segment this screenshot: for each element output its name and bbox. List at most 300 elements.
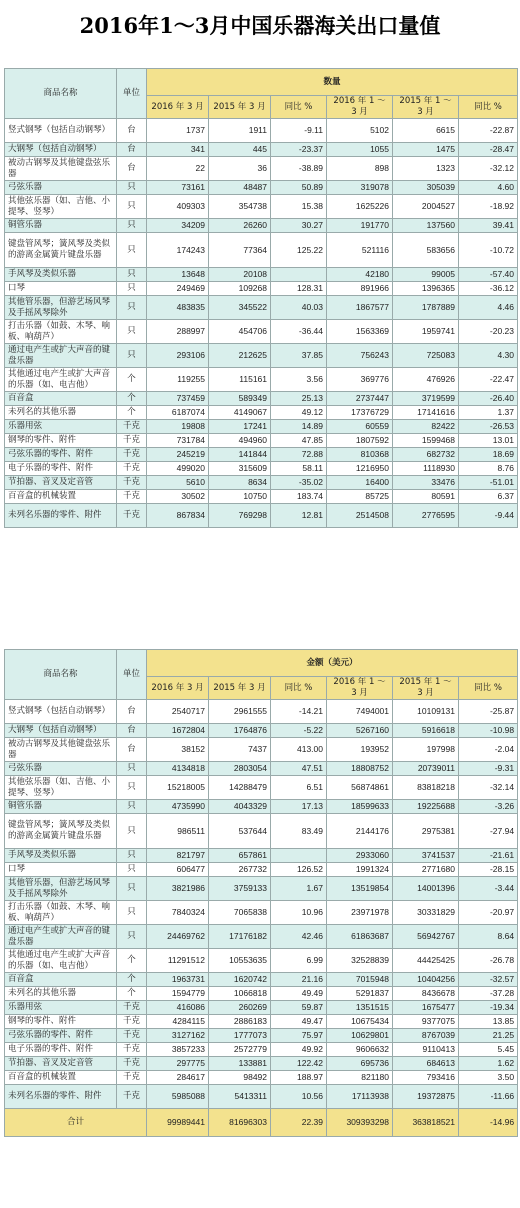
value-cell: 137560 [393,219,459,233]
table-row [5,1001,518,1015]
unit-cell: 只 [117,849,147,863]
table-row [5,700,518,724]
value-cell: -57.40 [459,268,518,282]
column-header-name: 商品名称 [5,650,117,700]
value-cell: 583656 [393,233,459,268]
value-cell: 5916618 [393,724,459,738]
product-name-cell: 铜管乐器 [5,219,117,233]
value-cell: -20.23 [459,320,518,344]
table-row [5,877,518,901]
value-cell: -5.22 [271,724,327,738]
value-cell: 21.16 [271,973,327,987]
value-cell: 8.76 [459,462,518,476]
unit-cell: 只 [117,901,147,925]
value-cell: 305039 [393,181,459,195]
value-cell: 1911 [209,119,271,143]
value-cell: 2803054 [209,762,271,776]
table-row [5,738,518,762]
value-cell: 30502 [147,490,209,504]
value-cell: 98492 [209,1071,271,1085]
value-cell [271,268,327,282]
column-header-period: 2015 年 1 ～ 3 月 [393,96,459,119]
unit-cell: 台 [117,119,147,143]
value-cell: 5291837 [327,987,393,1001]
table-row [5,282,518,296]
value-cell: 4134818 [147,762,209,776]
value-cell: 288997 [147,320,209,344]
table-row [5,320,518,344]
unit-cell: 只 [117,762,147,776]
value-cell: -18.92 [459,195,518,219]
product-name-cell: 口琴 [5,863,117,877]
value-cell: 25.13 [271,392,327,406]
value-cell: 17176182 [209,925,271,949]
value-cell: 1594779 [147,987,209,1001]
product-name-cell: 未列名乐器的零件、附件 [5,1085,117,1109]
page-title: 2016年1～3月中国乐器海关出口量值 [79,13,441,38]
value-cell: 83.49 [271,814,327,849]
product-name-cell: 弓弦乐器的零件、附件 [5,1029,117,1043]
unit-cell: 只 [117,219,147,233]
product-name-cell: 其他通过电产生或扩大声音的乐器（如、电吉他） [5,368,117,392]
product-name-cell: 大钢琴（包括自动钢琴） [5,143,117,157]
value-cell: 39.41 [459,219,518,233]
table-row [5,1071,518,1085]
table-row [5,233,518,268]
value-cell: -35.02 [271,476,327,490]
unit-cell: 只 [117,925,147,949]
value-cell: 5.45 [459,1043,518,1057]
table-row [5,1057,518,1071]
value-cell: 315609 [209,462,271,476]
value-cell: 47.85 [271,434,327,448]
value-cell: 7840324 [147,901,209,925]
table-row [5,949,518,973]
value-cell: 986511 [147,814,209,849]
value-cell: -10.72 [459,233,518,268]
value-cell: 1.67 [271,877,327,901]
value-cell: 1737 [147,119,209,143]
value-cell: 9606632 [327,1043,393,1057]
value-cell: 2144176 [327,814,393,849]
table-row [5,157,518,181]
value-cell: 413.00 [271,738,327,762]
value-cell: 37.85 [271,344,327,368]
value-cell: 18599633 [327,800,393,814]
column-header-period: 同比 % [271,96,327,119]
table-row [5,143,518,157]
value-cell: 80591 [393,490,459,504]
value-cell: 4149067 [209,406,271,420]
unit-cell: 台 [117,738,147,762]
value-cell: 48487 [209,181,271,195]
table-row [5,490,518,504]
value-cell: 10675434 [327,1015,393,1029]
unit-cell: 个 [117,392,147,406]
table-row [5,268,518,282]
product-name-cell: 弓弦乐器 [5,181,117,195]
column-header-unit: 单位 [117,650,147,700]
value-cell: 10553635 [209,949,271,973]
value-cell: 24469762 [147,925,209,949]
table-row [5,504,518,528]
table-row [5,420,518,434]
unit-cell: 千克 [117,1029,147,1043]
value-cell: 284617 [147,1071,209,1085]
value-cell: -14.21 [271,700,327,724]
total-value-cell: -14.96 [459,1109,518,1137]
value-cell: 183.74 [271,490,327,504]
value-cell: 26260 [209,219,271,233]
unit-cell: 只 [117,195,147,219]
value-cell: -25.87 [459,700,518,724]
unit-cell: 只 [117,863,147,877]
unit-cell: 千克 [117,420,147,434]
value-cell: -3.44 [459,877,518,901]
group-header: 数量 [147,69,518,96]
value-cell: 16400 [327,476,393,490]
value-cell: -21.61 [459,849,518,863]
table-row [5,462,518,476]
value-cell: 483835 [147,296,209,320]
table-row [5,368,518,392]
value-cell: 6187074 [147,406,209,420]
value-cell: 85725 [327,490,393,504]
table-row [5,724,518,738]
table-row [5,296,518,320]
value-cell: -9.44 [459,504,518,528]
value-cell: 115161 [209,368,271,392]
value-cell: 769298 [209,504,271,528]
value-cell: 898 [327,157,393,181]
value-cell: -32.14 [459,776,518,800]
product-name-cell: 铜管乐器 [5,800,117,814]
total-value-cell: 81696303 [209,1109,271,1137]
product-name-cell: 口琴 [5,282,117,296]
unit-cell: 只 [117,181,147,195]
value-cell: -51.01 [459,476,518,490]
value-cell: 7437 [209,738,271,762]
value-cell: 50.89 [271,181,327,195]
table-row [5,119,518,143]
value-cell: 119255 [147,368,209,392]
value-cell: 416086 [147,1001,209,1015]
value-cell: 3.56 [271,368,327,392]
product-name-cell: 大钢琴（包括自动钢琴） [5,724,117,738]
value-cell: 44425425 [393,949,459,973]
unit-cell: 只 [117,877,147,901]
value-cell: 409303 [147,195,209,219]
unit-cell: 台 [117,143,147,157]
unit-cell: 千克 [117,1015,147,1029]
unit-cell: 千克 [117,476,147,490]
value-cell: 1675477 [393,1001,459,1015]
product-name-cell: 节拍器、音叉及定音管 [5,1057,117,1071]
value-cell: -37.28 [459,987,518,1001]
value-cell: -38.89 [271,157,327,181]
value-cell: -26.53 [459,420,518,434]
value-cell: 10629801 [327,1029,393,1043]
value-cell: 61863687 [327,925,393,949]
value-cell: 10.96 [271,901,327,925]
product-name-cell: 弓弦乐器 [5,762,117,776]
unit-cell: 千克 [117,462,147,476]
value-cell: 3.50 [459,1071,518,1085]
value-cell: 17241 [209,420,271,434]
total-row [5,1109,518,1137]
value-cell: 1867577 [327,296,393,320]
unit-cell: 只 [117,320,147,344]
product-name-cell: 其他通过电产生或扩大声音的乐器（如、电吉他） [5,949,117,973]
value-cell: 6.37 [459,490,518,504]
value-cell: -22.87 [459,119,518,143]
value-cell: 756243 [327,344,393,368]
value-cell: 125.22 [271,233,327,268]
value-cell: 725083 [393,344,459,368]
value-cell: 2514508 [327,504,393,528]
value-cell: 59.87 [271,1001,327,1015]
value-cell: 341 [147,143,209,157]
value-cell: 8.64 [459,925,518,949]
value-cell: 12.81 [271,504,327,528]
value-cell: 60559 [327,420,393,434]
value-cell: 7494001 [327,700,393,724]
table-row [5,392,518,406]
column-header-unit: 单位 [117,69,147,119]
product-name-cell: 其他弦乐器（如、吉他、小提琴、竖琴） [5,776,117,800]
unit-cell: 只 [117,800,147,814]
value-cell: -11.66 [459,1085,518,1109]
value-cell: 2776595 [393,504,459,528]
column-header-period: 2016 年 1 ～ 3 月 [327,677,393,700]
value-cell: 10109131 [393,700,459,724]
product-name-cell: 通过电产生或扩大声音的键盘乐器 [5,925,117,949]
value-cell: 293106 [147,344,209,368]
value-cell: 18.69 [459,448,518,462]
value-cell: 454706 [209,320,271,344]
value-cell: 191770 [327,219,393,233]
value-cell: 56874861 [327,776,393,800]
value-cell: 1963731 [147,973,209,987]
value-cell: 58.11 [271,462,327,476]
value-cell: 10.56 [271,1085,327,1109]
value-cell: 17113938 [327,1085,393,1109]
value-cell: 3127162 [147,1029,209,1043]
value-cell: 5985088 [147,1085,209,1109]
value-cell: -26.78 [459,949,518,973]
value-cell: 1323 [393,157,459,181]
value-cell: 8634 [209,476,271,490]
value-cell: 2572779 [209,1043,271,1057]
product-name-cell: 百音盒 [5,392,117,406]
value-cell: 13.01 [459,434,518,448]
value-cell: -22.47 [459,368,518,392]
value-cell: -28.15 [459,863,518,877]
value-cell: 15218005 [147,776,209,800]
unit-cell: 个 [117,949,147,973]
value-cell: 49.47 [271,1015,327,1029]
table-row [5,776,518,800]
value-cell: -32.12 [459,157,518,181]
value-cell: 1672804 [147,724,209,738]
unit-cell: 台 [117,700,147,724]
value-cell: 249469 [147,282,209,296]
column-header-period: 同比 % [271,677,327,700]
product-name-cell: 乐器用弦 [5,420,117,434]
value-cell: 2886183 [209,1015,271,1029]
value-cell: 494960 [209,434,271,448]
value-cell: 245219 [147,448,209,462]
product-name-cell: 电子乐器的零件、附件 [5,1043,117,1057]
value-cell: 5267160 [327,724,393,738]
value-cell: 2933060 [327,849,393,863]
value-cell: -23.37 [271,143,327,157]
value-cell: 1351515 [327,1001,393,1015]
value-cell: 82422 [393,420,459,434]
unit-cell: 台 [117,157,147,181]
value-cell: 521116 [327,233,393,268]
value-cell: 1764876 [209,724,271,738]
unit-cell: 只 [117,296,147,320]
product-name-cell: 键盘管风琴；簧风琴及类似的游离金属簧片键盘乐器 [5,233,117,268]
unit-cell: 台 [117,724,147,738]
unit-cell: 个 [117,973,147,987]
value-cell: 122.42 [271,1057,327,1071]
value-cell: 6615 [393,119,459,143]
value-cell: 476926 [393,368,459,392]
value-cell: 297775 [147,1057,209,1071]
total-value-cell: 309393298 [327,1109,393,1137]
table-row [5,814,518,849]
product-name-cell: 钢琴的零件、附件 [5,1015,117,1029]
product-name-cell: 未列名的其他乐器 [5,987,117,1001]
value-cell: -27.94 [459,814,518,849]
value-cell: 34209 [147,219,209,233]
table-row [5,344,518,368]
value-cell: 11291512 [147,949,209,973]
table-row [5,973,518,987]
value-cell: 1777073 [209,1029,271,1043]
value-cell: 14.89 [271,420,327,434]
value-cell: 499020 [147,462,209,476]
value-cell: 1625226 [327,195,393,219]
product-name-cell: 其他管乐器，但游艺场风琴及手摇风琴除外 [5,296,117,320]
product-name-cell: 打击乐器（如鼓、木琴、响板、响葫芦） [5,320,117,344]
table-row [5,925,518,949]
value-cell: 1563369 [327,320,393,344]
value-cell: 2975381 [393,814,459,849]
value-cell: 4043329 [209,800,271,814]
value-cell: 17141616 [393,406,459,420]
product-name-cell: 手风琴及类似乐器 [5,849,117,863]
value-cell: 22 [147,157,209,181]
table-row [5,195,518,219]
value-cell: 23971978 [327,901,393,925]
value-cell: 13519854 [327,877,393,901]
unit-cell: 千克 [117,1057,147,1071]
value-cell: 18808752 [327,762,393,776]
unit-cell: 个 [117,987,147,1001]
value-cell: -9.31 [459,762,518,776]
value-cell: 2004527 [393,195,459,219]
table-row [5,863,518,877]
value-cell: 3857233 [147,1043,209,1057]
product-name-cell: 键盘管风琴；簧风琴及类似的游离金属簧片键盘乐器 [5,814,117,849]
value-cell: 260269 [209,1001,271,1015]
value-cell: 128.31 [271,282,327,296]
unit-cell: 千克 [117,1001,147,1015]
value-cell: -10.98 [459,724,518,738]
value-cell: 193952 [327,738,393,762]
value-cell: 19225688 [393,800,459,814]
value-cell: 30.27 [271,219,327,233]
value-cell: 4284115 [147,1015,209,1029]
value-cell: 10404256 [393,973,459,987]
product-name-cell: 未列名乐器的零件、附件 [5,504,117,528]
value-cell: 319078 [327,181,393,195]
value-cell: -3.26 [459,800,518,814]
value-cell: 73161 [147,181,209,195]
value-cell: 6.99 [271,949,327,973]
value-cell: 40.03 [271,296,327,320]
value-cell: 1055 [327,143,393,157]
unit-cell: 千克 [117,1085,147,1109]
value-cell: 657861 [209,849,271,863]
value-cell: 20739011 [393,762,459,776]
unit-cell: 个 [117,406,147,420]
unit-cell: 千克 [117,490,147,504]
value-cell: 1216950 [327,462,393,476]
value-cell: 1991324 [327,863,393,877]
value-cell: 695736 [327,1057,393,1071]
value-cell: 49.92 [271,1043,327,1057]
value-cell: 9110413 [393,1043,459,1057]
product-name-cell: 百音盒的机械装置 [5,490,117,504]
product-name-cell: 竖式钢琴（包括自动钢琴） [5,700,117,724]
table-row [5,448,518,462]
product-name-cell: 百音盒 [5,973,117,987]
value-cell: 5610 [147,476,209,490]
value-cell: 684613 [393,1057,459,1071]
value-cell: 737459 [147,392,209,406]
value-cell: -9.11 [271,119,327,143]
product-name-cell: 电子乐器的零件、附件 [5,462,117,476]
value-cell: 4.60 [459,181,518,195]
quantity-table [4,68,518,528]
value-cell: 6.51 [271,776,327,800]
value-cell: 47.51 [271,762,327,776]
value-cell: 5413311 [209,1085,271,1109]
value-cell: -20.97 [459,901,518,925]
value-cell: 2961555 [209,700,271,724]
value-cell: 17.13 [271,800,327,814]
value-cell: 4.46 [459,296,518,320]
value-cell: 133881 [209,1057,271,1071]
value-cell: 1620742 [209,973,271,987]
value-cell: 126.52 [271,863,327,877]
value-cell: 821180 [327,1071,393,1085]
product-name-cell: 其他管乐器，但游艺场风琴及手摇风琴除外 [5,877,117,901]
table-row [5,219,518,233]
unit-cell: 个 [117,368,147,392]
value-cell: 188.97 [271,1071,327,1085]
value-cell: 1475 [393,143,459,157]
column-header-period: 2015 年 3 月 [209,96,271,119]
value-cell: 1959741 [393,320,459,344]
total-value-cell: 363818521 [393,1109,459,1137]
value-cell: 2540717 [147,700,209,724]
value-cell: 7065838 [209,901,271,925]
